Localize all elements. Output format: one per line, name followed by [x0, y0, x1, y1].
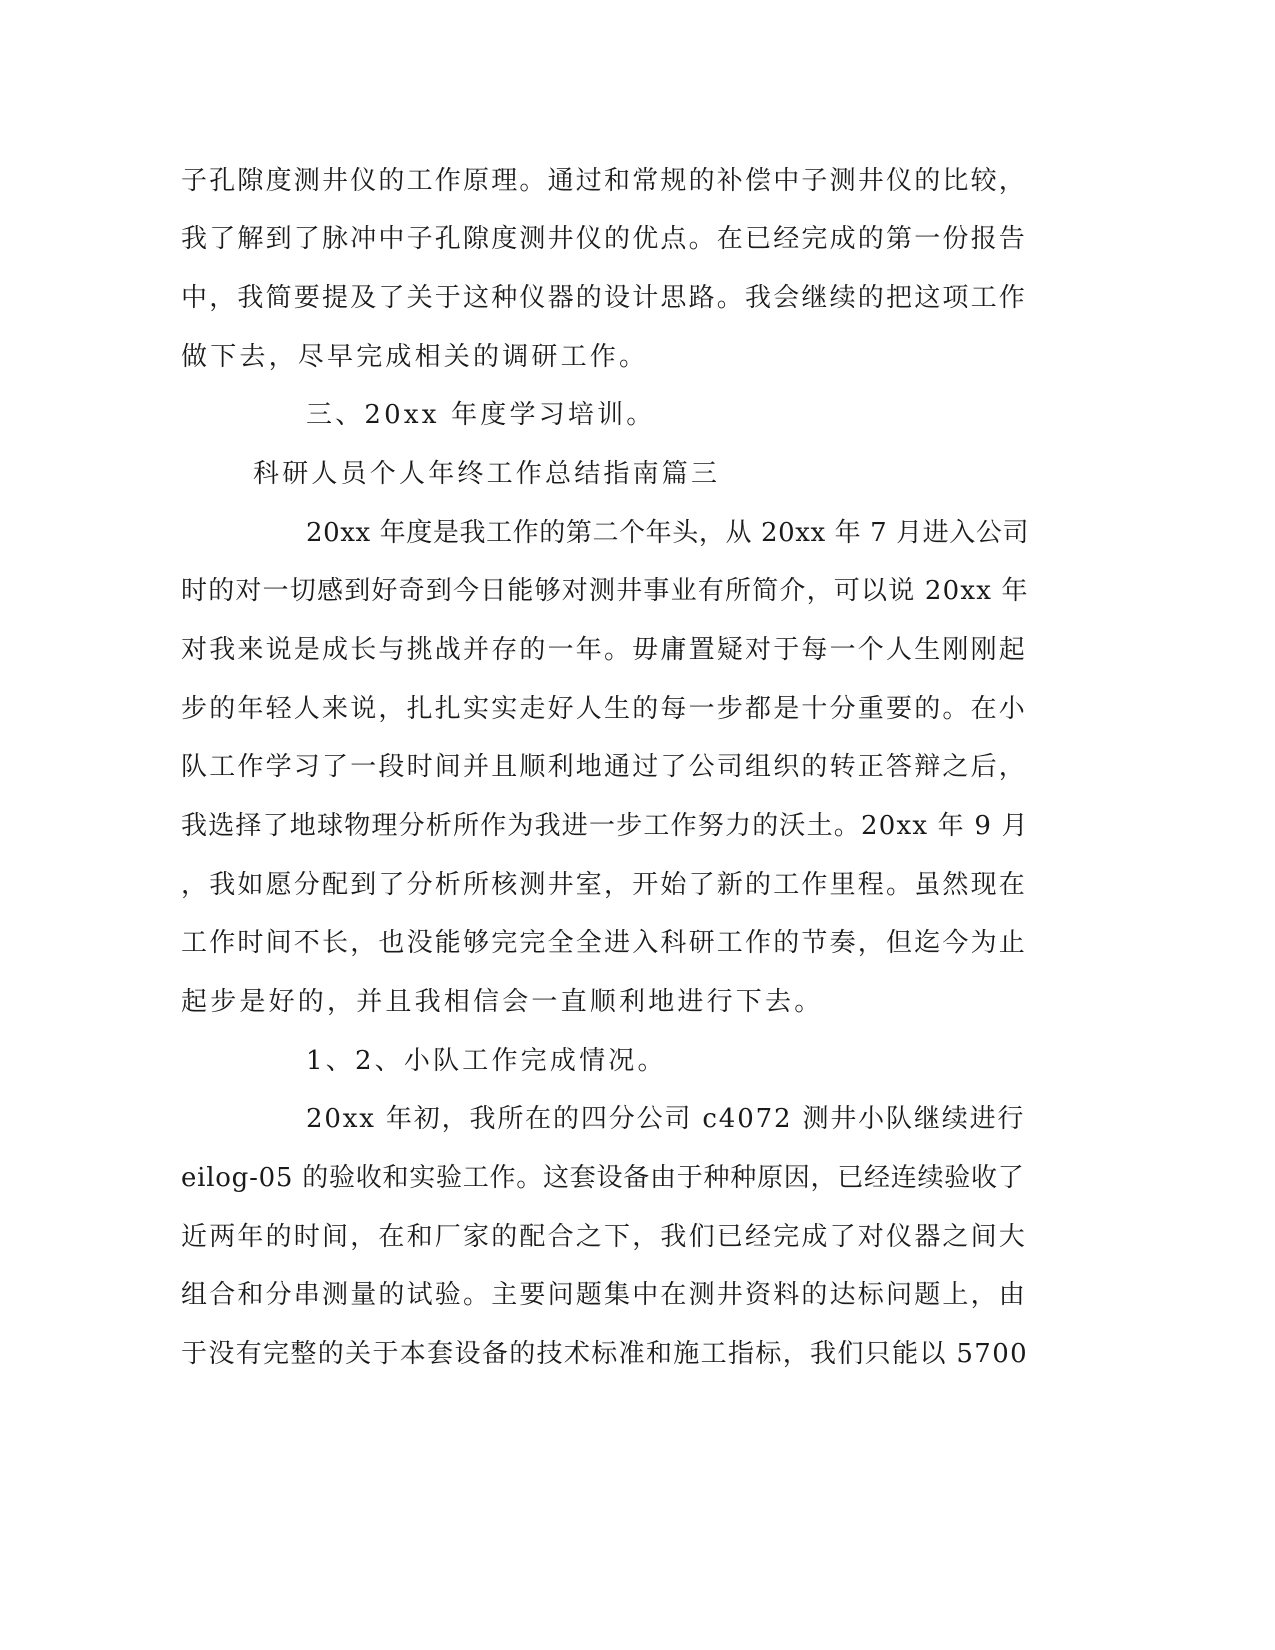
text-line: 组合和分串测量的试验。主要问题集中在测井资料的达标问题上，由: [181, 1280, 1028, 1310]
text-line: 时的对一切感到好奇到今日能够对测井事业有所简介，可以说 20xx 年: [181, 576, 1029, 606]
text-line: 20xx 年初，我所在的四分公司 c4072 测井小队继续进行: [306, 1104, 1026, 1134]
text-line: ，我如愿分配到了分析所核测井室，开始了新的工作里程。虽然现在: [181, 870, 1028, 900]
text-line: 对我来说是成长与挑战并存的一年。毋庸置疑对于每一个人生刚刚起: [181, 635, 1028, 665]
text-line: 我了解到了脉冲中子孔隙度测井仪的优点。在已经完成的第一份报告: [181, 224, 1028, 254]
text-line: 起步是好的，并且我相信会一直顺利地进行下去。: [181, 987, 824, 1017]
article-title: 科研人员个人年终工作总结指南篇三: [253, 459, 721, 489]
text-line: 子孔隙度测井仪的工作原理。通过和常规的补偿中子测井仪的比较，: [181, 166, 1028, 196]
text-line: 做下去，尽早完成相关的调研工作。: [181, 342, 649, 372]
text-line: 工作时间不长，也没能够完完全全进入科研工作的节奏，但迄今为止: [181, 928, 1028, 958]
text-line: 中，我简要提及了关于这种仪器的设计思路。我会继续的把这项工作: [181, 283, 1028, 313]
text-line: 队工作学习了一段时间并且顺利地通过了公司组织的转正答辩之后，: [181, 752, 1028, 782]
section-heading: 1、2、小队工作完成情况。: [306, 1046, 667, 1076]
section-heading: 三、20xx 年度学习培训。: [306, 400, 656, 430]
text-line: eilog-05 的验收和实验工作。这套设备由于种种原因，已经连续验收了: [181, 1163, 1025, 1193]
text-line: 我选择了地球物理分析所作为我进一步工作努力的沃土。20xx 年 9 月: [181, 811, 1029, 841]
text-line: 步的年轻人来说，扎扎实实走好人生的每一步都是十分重要的。在小: [181, 694, 1028, 724]
text-line: 于没有完整的关于本套设备的技术标准和施工指标，我们只能以 5700: [181, 1339, 1028, 1369]
text-line: 近两年的时间，在和厂家的配合之下，我们已经完成了对仪器之间大: [181, 1222, 1028, 1252]
text-line: 20xx 年度是我工作的第二个年头，从 20xx 年 7 月进入公司: [306, 518, 1030, 548]
